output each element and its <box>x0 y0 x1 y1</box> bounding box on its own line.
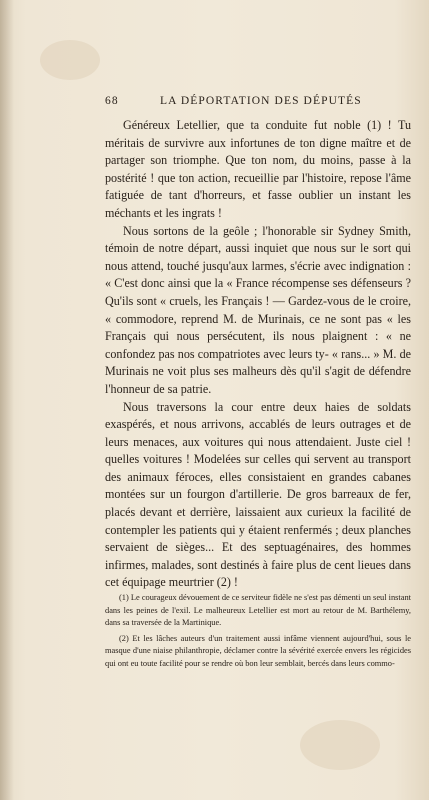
page-gutter-shadow <box>0 0 14 800</box>
paragraph: Généreux Letellier, que ta conduite fut noble (1) ! Tu méritais de survivre aux infortunes de ton digne maître et de partager son triomphe. Que ton nom, du moins, passe à la postérité ! que ton action, recueillie par l'histoire, repose l'âme fatiguée de tant d'horreurs, et fasse oublier un instant les méchants et les ingrats ! <box>105 118 411 220</box>
footnote: (2) Et les lâches auteurs d'un traitement aussi infâme viennent aujourd'hui, sous le masque d'une niaise philanthropie, déclamer contre la sévérité exercée envers les régicides qui ont eu toute facilité pour se rendre où bon leur semblait, bercés dans leurs commo- <box>105 633 411 668</box>
main-text <box>105 117 411 592</box>
paper-stain <box>40 40 100 80</box>
page-number: 68 <box>105 95 119 107</box>
footnote: (1) Le courageux dévouement de ce serviteur fidèle ne s'est pas démenti un seul instant dans les peines de l'exil. Le malheureux Letellier est mort au retour de M. Barthélemy, dans sa traversée de la Martinique. <box>105 593 411 628</box>
paragraph: Nous traversons la cour entre deux haies de soldats exaspérés, et nous arrivons, accablés de leurs outrages et de leurs menaces, aux voitures qui nous attendaient. Juste ciel ! quelles voitures ! Modelées sur celles qui servent au transport des animaux féroces, elles consistaient en grandes cabanes montées sur un fourgon d'artillerie. De gros barreaux de fer, placés devant et derrière, laissaient aux curieux la facilité de contempler les patients qui y étaient renfermés ; deux planches servaient de sièges... Et des septuagénaires, des hommes infirmes, malades, sont destinés à faire plus de cent lieues dans cet équipage meurtrier (2) ! <box>105 399 411 590</box>
paragraph: Nous sortons de la geôle ; l'honorable sir Sydney Smith, témoin de notre départ, aussi inquiet que nous sur le sort qui nous attend, touché jusqu'aux larmes, s'écrie avec indignation : « C'est donc ainsi que la « France récompense ses défenseurs ? Qu'ils sont « cruels, les Français ! — Gardez-vous de le croire, « commodore, reprend M. de Murinais, ce ne sont pas « les Français qui nous persécutent, ils nous plaignent : « ne confondez pas nos compatriotes avec leurs ty- « rans... » M. de Murinais ne voit plus ses malheurs dès qu'il s'agit de défendre l'honneur de sa patrie. <box>105 223 411 396</box>
footnotes <box>105 592 411 674</box>
paper-stain <box>300 720 380 770</box>
running-title: LA DÉPORTATION DES DÉPUTÉS <box>160 95 362 107</box>
running-header <box>105 95 405 111</box>
